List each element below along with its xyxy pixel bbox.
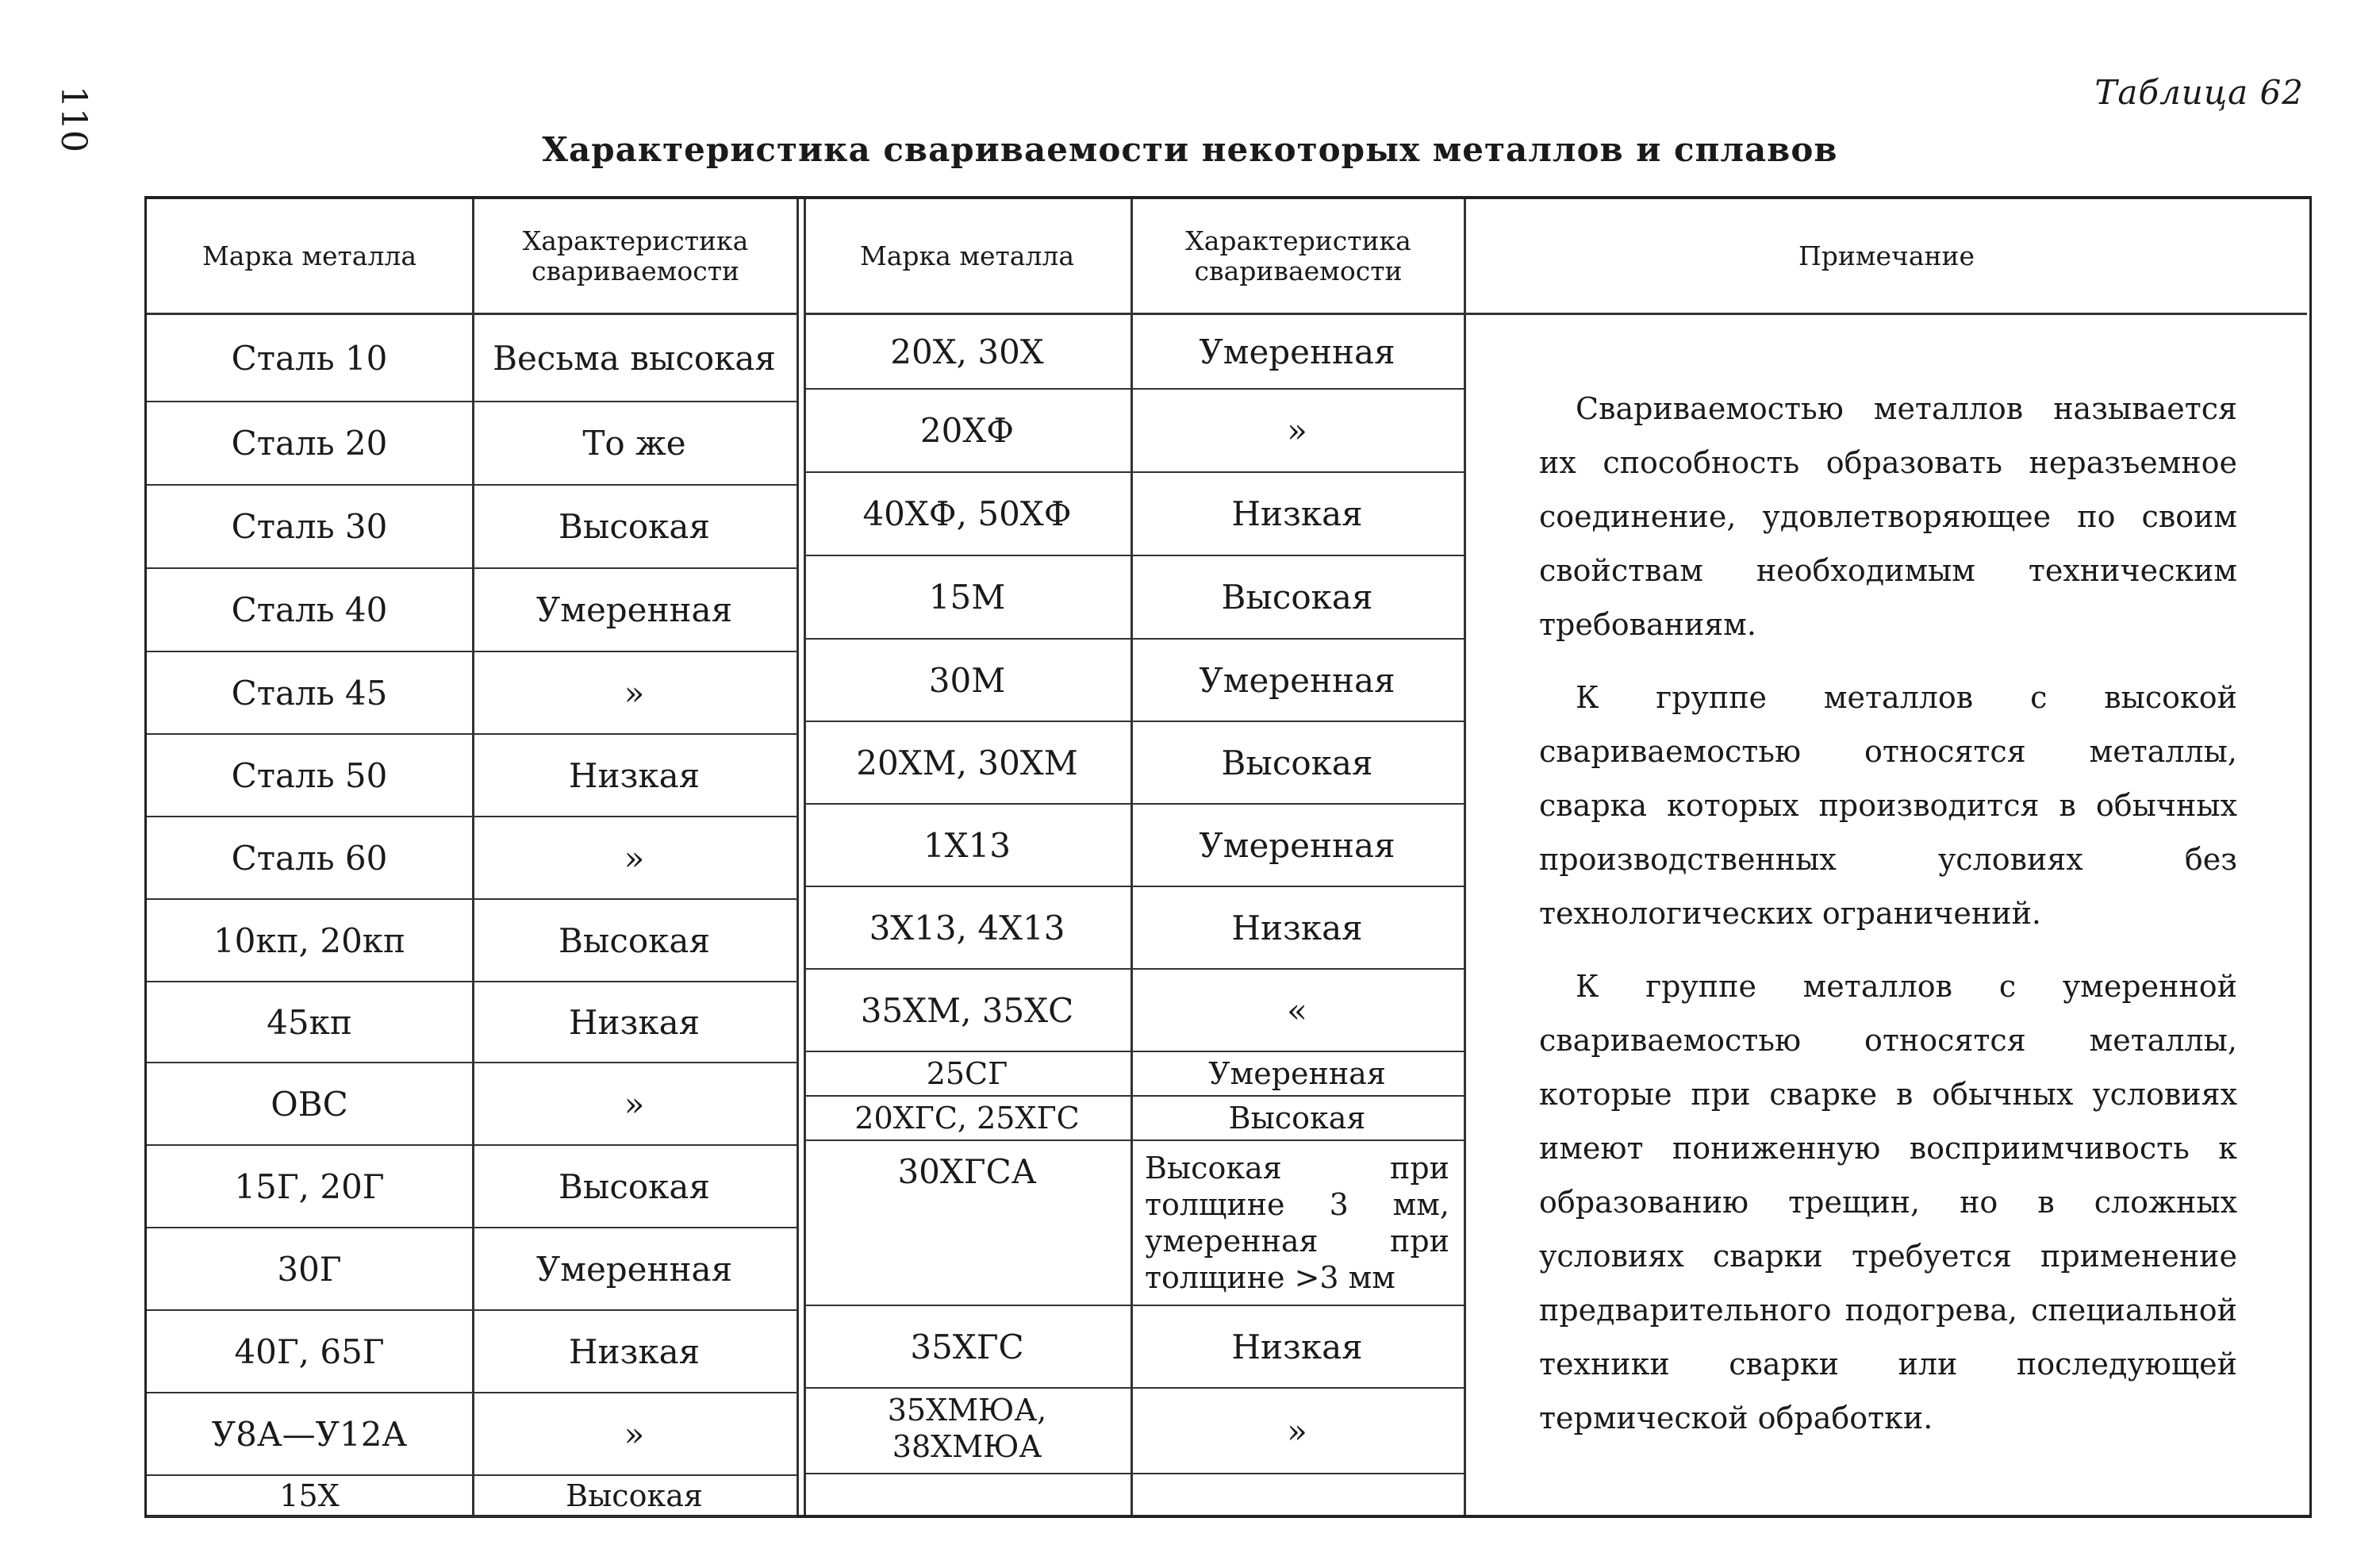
weldability-cell: Высокая: [559, 1166, 710, 1206]
table-row: [147, 1146, 797, 1228]
note-paragraph: Свариваемостью металлов называется их способность образовать неразъемное соединение, удовлетворяющее по своим свойствам необходимым техническим требованиям.: [1539, 391, 2237, 642]
weldability-cell: Умеренная: [536, 590, 733, 629]
table-row: [147, 735, 797, 817]
metal-grade-cell: Сталь 20: [231, 424, 388, 463]
table-row: [804, 887, 1464, 970]
weldability-cell: »: [624, 838, 645, 878]
weldability-table: [144, 196, 2312, 1518]
table-row: [147, 1311, 797, 1393]
weldability-cell: Умеренная: [536, 1249, 733, 1289]
table-row: [147, 1393, 797, 1476]
table-row: [147, 315, 797, 402]
weldability-cell: Умеренная: [1199, 825, 1395, 865]
weldability-cell: Низкая: [568, 1002, 701, 1042]
metal-grade-cell: 10кп, 20кп: [213, 920, 406, 960]
page-number: 110: [53, 86, 94, 152]
table-row: [804, 1097, 1464, 1141]
weldability-cell: Высокая: [1228, 1101, 1366, 1136]
metal-grade-cell: 3Х13, 4Х13: [869, 908, 1065, 947]
page-title: Характеристика свариваемости некоторых металлов и сплавов: [542, 130, 1838, 169]
weldability-cell: Низкая: [1231, 1327, 1363, 1366]
weldability-cell: Высокая при толщине 3 мм, умеренная при толщине >3 мм: [1145, 1151, 1449, 1295]
weldability-cell: »: [624, 1414, 645, 1454]
table-row: [804, 390, 1464, 473]
metal-grade-cell: Сталь 40: [231, 590, 388, 629]
table-row: [804, 1141, 1464, 1306]
metal-grade-cell: 20ХГС, 25ХГС: [854, 1101, 1080, 1136]
metal-grade-cell: 20Х, 30Х: [890, 332, 1044, 371]
table-row: [147, 982, 797, 1063]
note-paragraph: К группе металлов с умеренной свариваемостью относятся металлы, которые при сварке в обычных условиях имеют пониженную восприимчивость к образованию трещин, но в сложных условиях сварки требуется применение предварительного подогрева, специальной техники сварки или последующей термической обработки.: [1539, 969, 2237, 1435]
metal-grade-cell: 40Г, 65Г: [234, 1332, 385, 1371]
header-weldability-2: Характеристика свариваемости: [1133, 199, 1464, 315]
weldability-cell: »: [624, 673, 645, 713]
weldability-cell: »: [624, 1084, 645, 1124]
metal-grade-cell: 30М: [928, 660, 1006, 700]
metal-grade-cell: 35ХМ, 35ХС: [860, 990, 1074, 1030]
table-row: [804, 1052, 1464, 1097]
metal-grade-cell: 35ХГС: [910, 1327, 1024, 1366]
table-row: [147, 900, 797, 982]
metal-grade-cell: 15М: [928, 578, 1006, 617]
weldability-cell: Высокая: [1221, 743, 1373, 782]
metal-grade-cell: 15Х: [279, 1478, 340, 1513]
weldability-cell: Низкая: [1231, 908, 1363, 947]
weldability-cell: Высокая: [566, 1478, 703, 1513]
weldability-cell: Низкая: [568, 755, 701, 795]
table-row: [804, 805, 1464, 887]
metal-grade-cell: 20ХФ: [919, 411, 1015, 450]
metal-grade-cell: 35ХМЮА, 38ХМЮА: [887, 1393, 1047, 1464]
metal-grade-cell: 30ХГСА: [897, 1152, 1037, 1191]
table-row: [147, 486, 797, 569]
table-row: [147, 817, 797, 900]
weldability-cell: »: [1287, 411, 1307, 450]
weldability-cell: То же: [582, 424, 686, 463]
table-row: [804, 640, 1464, 722]
metal-grade-cell: Сталь 30: [231, 507, 388, 546]
metal-grade-cell: 15Г, 20Г: [234, 1166, 385, 1206]
table-row: [804, 1306, 1464, 1389]
metal-grade-cell: Сталь 50: [231, 755, 388, 795]
table-row: [804, 722, 1464, 805]
table-row: [804, 315, 1464, 390]
metal-grade-cell: Сталь 10: [231, 338, 388, 378]
weldability-cell: »: [1287, 1411, 1307, 1451]
weldability-cell: Высокая: [559, 920, 710, 960]
weldability-cell: Умеренная: [1199, 332, 1395, 371]
header-grade-1: Марка металла: [147, 199, 472, 315]
metal-grade-cell: 45кп: [267, 1002, 352, 1042]
metal-grade-cell: ОВС: [271, 1084, 348, 1124]
table-row: [147, 1063, 797, 1146]
weldability-cell: Умеренная: [1208, 1056, 1386, 1091]
column-rule: [1464, 199, 1466, 1515]
table-row: [147, 1228, 797, 1311]
note-text: [1539, 382, 2237, 1464]
metal-grade-cell: 30Г: [277, 1249, 342, 1289]
weldability-cell: Низкая: [568, 1332, 701, 1371]
table-row: [804, 473, 1464, 556]
table-label: Таблица 62: [2094, 73, 2304, 112]
weldability-cell: Умеренная: [1199, 660, 1395, 700]
header-note: Примечание: [1466, 199, 2307, 315]
table-row: [147, 1476, 797, 1517]
table-row: [804, 970, 1464, 1052]
table-row: [147, 652, 797, 735]
header-grade-2: Марка металла: [804, 199, 1130, 315]
table-row: [147, 402, 797, 486]
metal-grade-cell: 25СГ: [926, 1056, 1008, 1091]
metal-grade-cell: Сталь 45: [231, 673, 388, 713]
table-row: [804, 556, 1464, 640]
metal-grade-cell: 1Х13: [923, 825, 1012, 865]
weldability-cell: Высокая: [1221, 578, 1373, 617]
header-weldability-1: Характеристика свариваемости: [474, 199, 797, 315]
note-paragraph: К группе металлов с высокой свариваемостью относятся металлы, сварка которых производится в обычных производственных условиях без технологических ограничений.: [1539, 680, 2237, 931]
weldability-cell: Высокая: [559, 507, 710, 546]
metal-grade-cell: У8А—У12А: [211, 1414, 408, 1454]
weldability-cell: «: [1287, 990, 1307, 1030]
table-row: [147, 569, 797, 652]
weldability-cell: Весьма высокая: [493, 338, 776, 378]
metal-grade-cell: 20ХМ, 30ХМ: [856, 743, 1078, 782]
weldability-cell: Низкая: [1231, 494, 1363, 533]
metal-grade-cell: 40ХФ, 50ХФ: [862, 494, 1072, 533]
table-row: [804, 1389, 1464, 1474]
metal-grade-cell: Сталь 60: [231, 838, 388, 878]
